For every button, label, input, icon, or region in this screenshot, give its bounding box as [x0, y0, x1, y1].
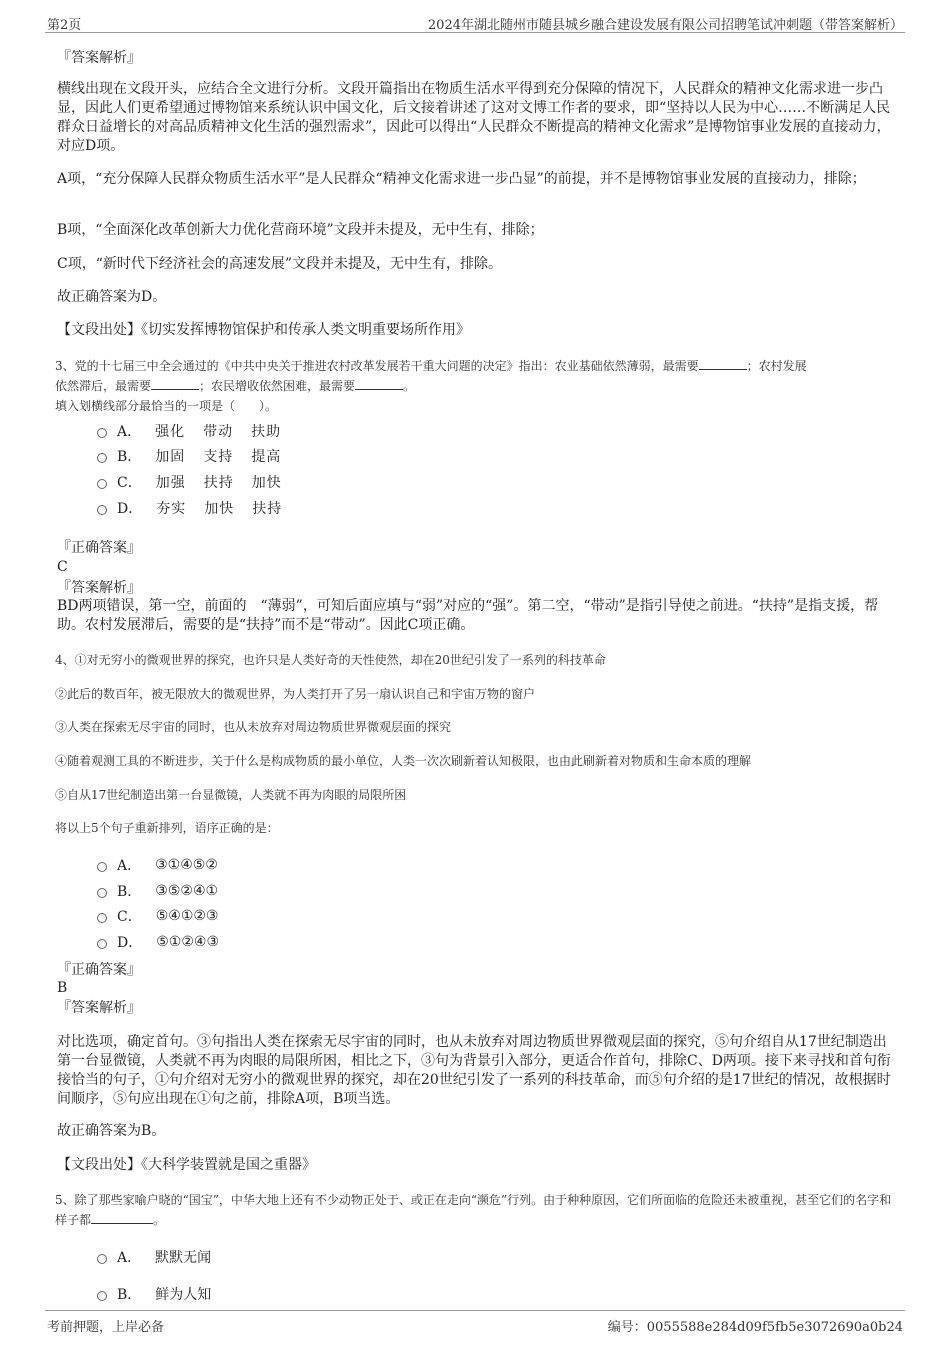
sentence-3: ③人类在探索无尽宇宙的同时，也从未放弃对周边物质世界微观层面的探究 — [55, 720, 452, 734]
correct-answer: C — [57, 559, 68, 575]
analysis-label: 『答案解析』 — [57, 50, 141, 66]
option-a[interactable]: A． ③①④⑤② — [97, 855, 218, 875]
page-header — [45, 12, 905, 33]
analysis-paragraph: 横线出现在文段开头，应结合全文进行分析。文段开篇指出在物质生活水平得到充分保障的情况下，人民群众的精神文化需求进一步凸显，因此人们更希望通过博物馆来系统认识中国文化，后文接着讲述了这对文博工作者的要求，即“坚持以人民为中心……不断满足人民群众日益增长的对高品质精神文化生活的强烈需求”，因此可以得出“人民群众不断提高的精神文化需求”是博物馆事业发展的直接动力，对应D项。 — [57, 81, 891, 154]
correct-answer-label: 『正确答案』 — [57, 540, 141, 556]
answer-conclusion: 故正确答案为D。 — [57, 289, 167, 305]
question-prompt: 填入划横线部分最恰当的一项是（ ）。 — [55, 399, 278, 413]
radio-icon[interactable] — [97, 1291, 107, 1301]
answer-blank — [91, 1211, 153, 1224]
sentence-1: 4、①对无穷小的微观世界的探究，也许只是人类好奇的天性使然，却在20世纪引发了一系列的科技革命 — [55, 653, 606, 667]
source-note: 【文段出处】《大科学装置就是国之重器》 — [57, 1157, 316, 1173]
analysis-paragraph: 对比选项，确定首句。③句指出人类在探索无尽宇宙的同时，也从未放弃对周边物质世界微观层面的探究，⑤句介绍自从17世纪制造出第一台显微镜，人类就不再为肉眼的局限所困，相比之下，③句为背景引入部分，更适合作首句，排除C、D两项。接下来寻找和首句衔接恰当的句子，①句介绍对无穷小的微观世界的探究，却在20世纪引发了一系列的科技革命，而⑤句介绍的是17世纪的情况，故根据时间顺序，⑤句应出现在①句之前，排除A项，B项当选。 — [57, 1034, 891, 1107]
radio-icon[interactable] — [97, 888, 107, 898]
option-a[interactable]: A． 强化 带动 扶助 — [97, 421, 299, 441]
question-stem: 5、除了那些家喻户晓的“国宝”，中华大地上还有不少动物正处于、或正在走向“濒危”行列。由于种种原因，它们所面临的危险还未被重视，甚至它们的名字和样子都 。 — [55, 1193, 892, 1227]
option-d[interactable]: D． 夯实 加快 扶持 — [97, 498, 300, 518]
radio-icon[interactable] — [97, 479, 107, 489]
radio-icon[interactable] — [97, 505, 107, 515]
correct-answer: B — [57, 980, 68, 996]
sentence-4: ④随着观测工具的不断进步，关于什么是构成物质的最小单位，人类一次次刷新着认知极限，也由此刷新着对物质和生命本质的理解 — [55, 754, 752, 768]
page-footer — [45, 1310, 905, 1333]
option-b[interactable]: B． ③⑤②④① — [97, 881, 218, 901]
document-title: 2024年湖北随州市随县城乡融合建设发展有限公司招聘笔试冲刺题（带答案解析） — [427, 18, 903, 33]
analysis-paragraph: A项，“充分保障人民群众物质生活水平”是人民群众“精神文化需求进一步凸显”的前提，并不是博物馆事业发展的直接动力，排除； — [57, 171, 866, 187]
question-stem: 3、党的十七届三中全会通过的《中共中央关于推进农村改革发展若干重大问题的决定》指出：农业基础依然薄弱，最需要 ；农村发展 依然滞后，最需要 ；农民增收依然困难，最需要 。 填入划横线部分最恰当的一项是（ ）。 — [55, 359, 807, 413]
radio-icon[interactable] — [97, 428, 107, 438]
document-code: 编号：0055588e284d09f5fb5e3072690a0b24 — [607, 1320, 903, 1335]
option-b[interactable]: B． 加固 支持 提高 — [97, 446, 299, 466]
analysis-label: 『答案解析』 — [57, 580, 141, 596]
answer-blank — [151, 377, 199, 390]
page-number: 第2页 — [47, 18, 82, 33]
radio-icon[interactable] — [97, 939, 107, 949]
correct-answer-label: 『正确答案』 — [57, 962, 141, 978]
analysis-label: 『答案解析』 — [57, 1000, 141, 1016]
footer-slogan: 考前押题，上岸必备 — [47, 1320, 165, 1335]
radio-icon[interactable] — [97, 453, 107, 463]
answer-blank — [699, 357, 747, 370]
analysis-paragraph: C项，“新时代下经济社会的高速发展”文段并未提及，无中生有，排除。 — [57, 256, 503, 272]
analysis-paragraph: BD两项错误，第一空，前面的 “薄弱”，可知后面应填与“弱”对应的“强”。第二空，“带动”是指引导使之前进。“扶持”是指支援，帮助。农村发展滞后，需要的是“扶持”而不是“带动”。因此C项正确。 — [57, 598, 879, 633]
radio-icon[interactable] — [97, 862, 107, 872]
option-d[interactable]: D． ⑤①②④③ — [97, 932, 219, 952]
question-prompt: 将以上5个句子重新排列，语序正确的是： — [55, 821, 279, 835]
sentence-2: ②此后的数百年，被无限放大的微观世界，为人类打开了另一扇认识自己和宇宙万物的窗户 — [55, 687, 536, 701]
radio-icon[interactable] — [97, 1254, 107, 1264]
sentence-5: ⑤自从17世纪制造出第一台显微镜，人类就不再为肉眼的局限所困 — [55, 788, 407, 802]
option-c[interactable]: C． 加强 扶持 加快 — [97, 472, 300, 492]
analysis-paragraph: B项，“全面深化改革创新大力优化营商环境”文段并未提及，无中生有，排除； — [57, 222, 544, 238]
radio-icon[interactable] — [97, 913, 107, 923]
source-note: 【文段出处】《切实发挥博物馆保护和传承人类文明重要场所作用》 — [57, 322, 470, 338]
option-b[interactable]: B． 鲜为人知 — [97, 1284, 211, 1304]
answer-blank — [355, 377, 403, 390]
option-a[interactable]: A． 默默无闻 — [97, 1247, 211, 1267]
answer-conclusion: 故正确答案为B。 — [57, 1123, 166, 1139]
option-c[interactable]: C． ⑤④①②③ — [97, 906, 218, 926]
